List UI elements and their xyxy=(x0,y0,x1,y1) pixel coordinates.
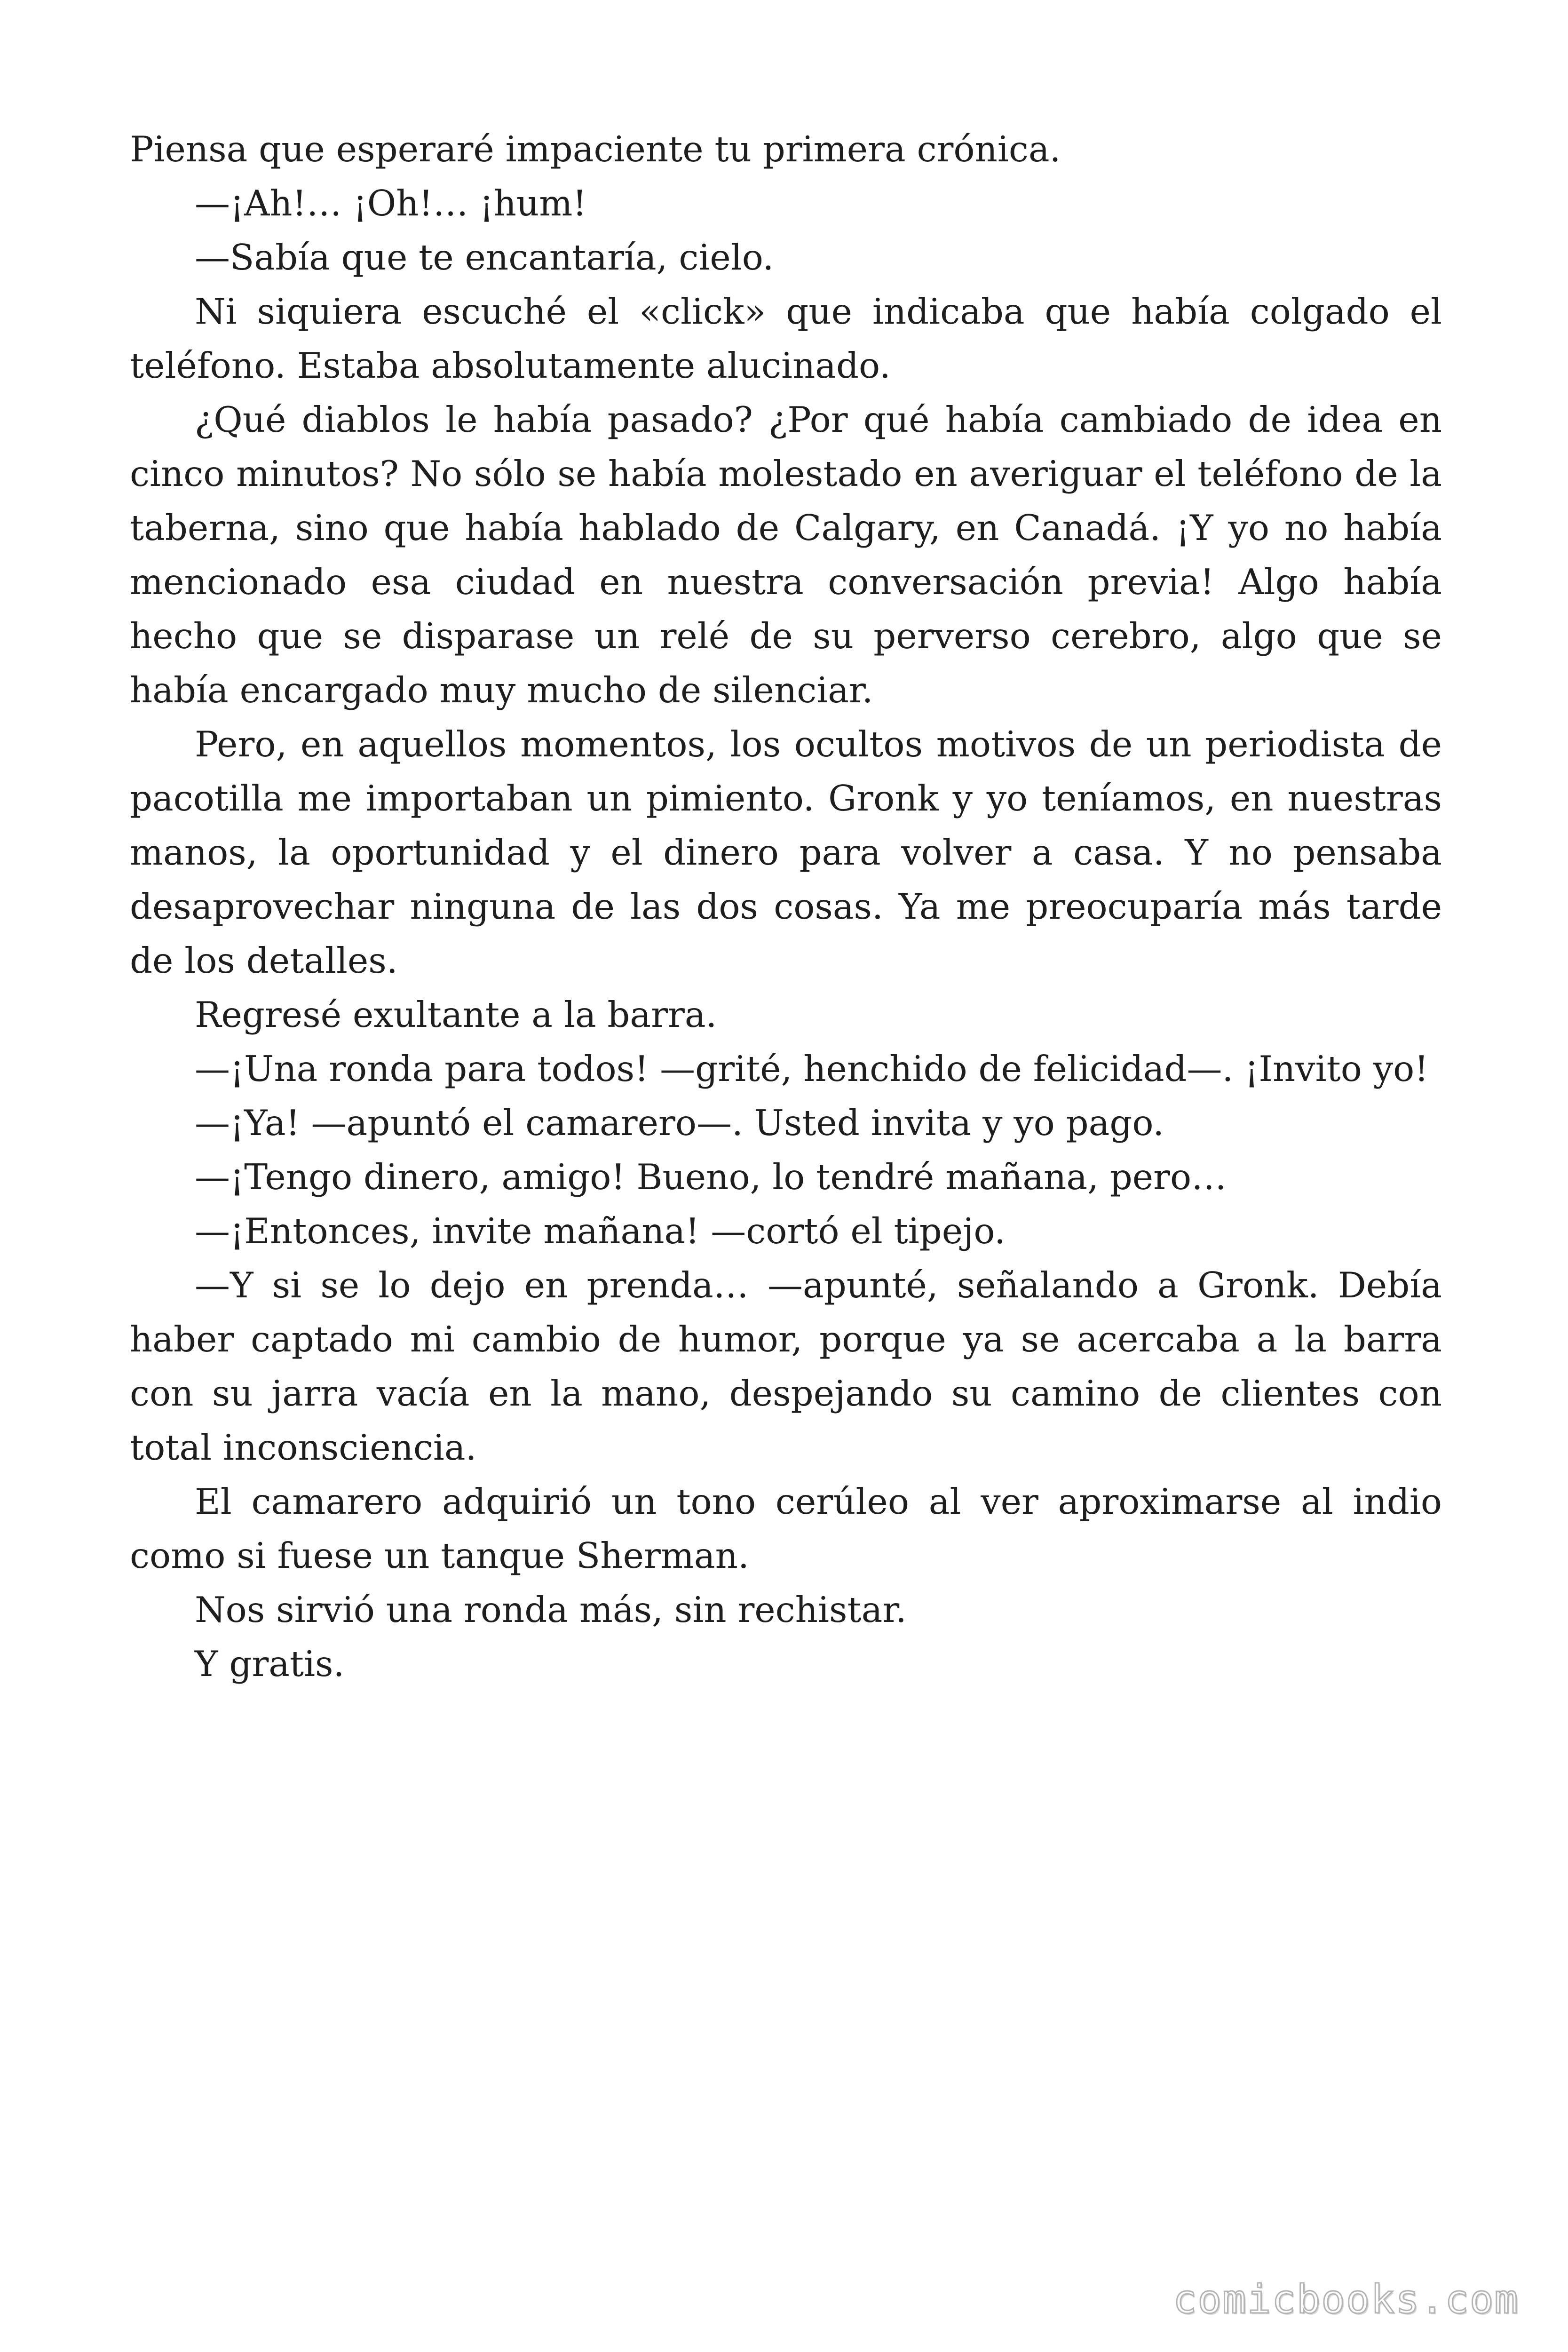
paragraph-15: Y gratis. xyxy=(195,1643,345,1685)
paragraph-1: Piensa que esperaré impaciente tu primera crónica. xyxy=(130,128,1061,170)
paragraph-11: —¡Entonces, invite mañana! —cortó el tipejo. xyxy=(195,1210,1006,1252)
paragraph-5: ¿Qué diablos le había pasado? ¿Por qué había cambiado de idea en cinco minutos? No sólo se había molestado en averiguar el teléfono de la taberna, sino que había hablado de Calgary, en Canadá. ¡Y yo no había mencionado esa ciudad en nuestra conversación previa! Algo había hecho que se disparase un relé de su perverso cerebro, algo que se había encargado muy mucho de silenciar. xyxy=(130,399,1442,711)
paragraph-4: Ni siquiera escuché el «click» que indicaba que había colgado el teléfono. Estaba absolutamente alucinado. xyxy=(130,291,1442,386)
body-text xyxy=(130,122,1442,1691)
paragraph-6: Pero, en aquellos momentos, los ocultos motivos de un periodista de pacotilla me importaban un pimiento. Gronk y yo teníamos, en nuestras manos, la oportunidad y el dinero para volver a casa. Y no pensaba desaprovechar ninguna de las dos cosas. Ya me preocuparía más tarde de los detalles. xyxy=(130,723,1442,981)
paragraph-13: El camarero adquirió un tono cerúleo al ver aproximarse al indio como si fuese un tanque Sherman. xyxy=(130,1481,1442,1576)
paragraph-12: —Y si se lo dejo en prenda… —apunté, señalando a Gronk. Debía haber captado mi cambio de humor, porque ya se acercaba a la barra con su jarra vacía en la mano, despejando su camino de clientes con total inconsciencia. xyxy=(130,1264,1442,1468)
paragraph-8: —¡Una ronda para todos! —grité, henchido de felicidad—. ¡Invito yo! xyxy=(195,1048,1429,1089)
watermark-logo: comicbooks.com xyxy=(1172,2276,1519,2322)
paragraph-9: —¡Ya! —apuntó el camarero—. Usted invita y yo pago. xyxy=(195,1102,1164,1144)
paragraph-7: Regresé exultante a la barra. xyxy=(195,994,717,1035)
paragraph-2: —¡Ah!… ¡Oh!… ¡hum! xyxy=(195,183,587,224)
paragraph-3: —Sabía que te encantaría, cielo. xyxy=(195,237,774,278)
paragraph-10: —¡Tengo dinero, amigo! Bueno, lo tendré mañana, pero… xyxy=(195,1156,1227,1198)
paragraph-14: Nos sirvió una ronda más, sin rechistar. xyxy=(195,1589,907,1630)
